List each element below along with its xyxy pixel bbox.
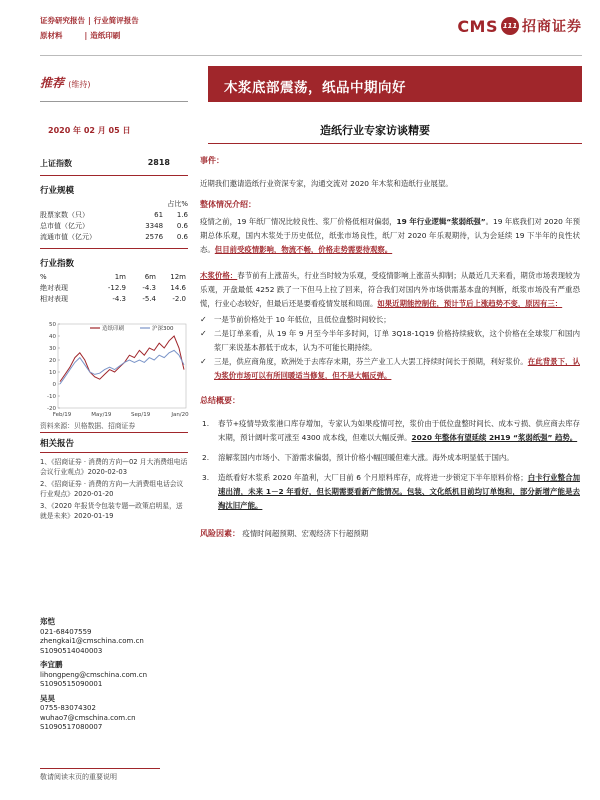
analyst-phone: 021-68407559 [40, 627, 92, 636]
item-number: 2. [202, 453, 210, 462]
report-subtitle: 造纸行业专家访谈精要 [320, 124, 430, 137]
analyst-name: 吴昊 [40, 693, 55, 703]
table-row [40, 232, 188, 243]
report-subtype: 行业简评报告 [93, 16, 139, 25]
y-tick-label: 20 [49, 358, 56, 364]
perf-heading: 行业指数 [40, 259, 75, 269]
table-row [40, 294, 188, 305]
y-tick-label: -20 [47, 406, 56, 412]
row-value: -4.3 [112, 295, 126, 303]
logo-cms-text: CMS [457, 16, 498, 36]
overview-heading: 整体情况介绍： [200, 200, 256, 209]
summary-text: 春节+疫情导致浆港口库存增加，专家认为如果疫情可控，浆价由于低位盘整时间长、成本亏损、供应商去库存末期，预计阔叶浆可涨至 4300 成本线，但难以大幅反弹。 [218, 419, 580, 442]
row-value: -12.9 [107, 284, 126, 292]
analyst-email[interactable]: lihongpeng@cmschina.com.cn [40, 670, 148, 679]
index-value: 2818 [147, 158, 170, 167]
event-heading: 事件： [200, 156, 224, 165]
risk-heading: 风险因素： [200, 529, 240, 538]
analyst-email[interactable]: wuhao7@cmschina.com.cn [40, 713, 136, 722]
y-tick-label: 10 [49, 370, 56, 376]
list-item [200, 313, 580, 327]
bullet-bold: 在此背景下，认为浆价市场可以有所回暖适当修复，但不是大幅反弹。 [214, 357, 580, 380]
overview-text: 。19 年底我们对 2020 年预期总体乐观，国内木浆处于历史低位，纸张市场良性，纸厂对 2020 年乐观期待，认为会延续 19 下半年的良性状态。 [200, 217, 581, 254]
item-number: 3. [202, 473, 210, 482]
rating-main: 推荐 [40, 76, 65, 90]
y-tick-label: 0 [52, 382, 56, 388]
related-heading: 相关报告 [40, 439, 75, 449]
report-date: 2020 年 02 月 05 日 [48, 126, 131, 135]
scale-unit: 占比% [167, 200, 188, 208]
rating [40, 74, 90, 91]
x-tick-label: Jan/20 [171, 412, 189, 418]
overview-underline: 但目前受疫情影响，物流不畅，价格走势需要待观察。 [214, 245, 393, 254]
risk-text: 疫情时间超预期、宏观经济下行超预期 [242, 529, 369, 538]
row-share: 1.6 [176, 211, 188, 219]
main-body [200, 155, 580, 541]
check-icon: ✓ [200, 329, 207, 338]
analyst-cert: S1090515090001 [40, 680, 103, 688]
analyst-cert: S1090514040003 [40, 646, 103, 655]
x-tick-label: Sep/19 [131, 412, 151, 418]
sub-sector: 造纸印刷 [90, 31, 121, 40]
list-item [200, 471, 580, 513]
sidebar-divider [40, 248, 188, 249]
chart-source: 资料来源：贝格数据、招商证券 [40, 422, 136, 430]
rating-underline [40, 101, 188, 102]
item-number: 1. [202, 419, 210, 428]
row-label: 相对表现 [40, 295, 68, 303]
overview-bold: 19 年行业逻辑“浆弱纸强” [396, 217, 486, 226]
check-icon: ✓ [200, 315, 207, 324]
sector: 原材料 [40, 31, 63, 40]
row-value: 2576 [145, 233, 164, 241]
related-reports [40, 437, 188, 523]
pulp-bold: 如果近期能控制住，预计节后上涨趋势不变，原因有三： [377, 299, 563, 308]
analyst-phone: 0755-83074302 [40, 704, 96, 712]
scale-heading: 行业规模 [40, 186, 75, 196]
row-label: 绝对表现 [40, 284, 68, 292]
subtitle-underline [208, 143, 582, 144]
logo-cn-text: 招商证券 [522, 19, 582, 35]
y-tick-label: 30 [49, 346, 56, 352]
y-tick-label: 40 [49, 334, 56, 340]
table-row [40, 210, 188, 221]
cms-logo [457, 16, 582, 36]
row-label: 股票家数（只） [40, 211, 89, 219]
perf-table [40, 272, 188, 305]
bullet-text: 一是节前价格处于 10 年低位，且低位盘整时间较长； [214, 315, 391, 324]
row-share: 0.6 [176, 233, 188, 241]
list-item [200, 451, 580, 465]
series-line-csi300 [60, 350, 184, 384]
footer-disclaimer: 敬请阅读末页的重要说明 [40, 773, 117, 781]
summary-list [200, 417, 580, 513]
event-text: 近期我们邀请造纸行业资深专家，沟通交流对 2020 年木浆和造纸行业展望。 [200, 179, 453, 188]
sidebar [40, 158, 188, 305]
report-type: 证券研究报告 [40, 16, 85, 25]
analyst-contacts [40, 617, 188, 733]
report-title: 木浆底部震荡，纸品中期向好 [208, 66, 582, 102]
summary-heading: 总结概要： [200, 396, 240, 405]
bullet-text: 二是订单来看，从 19 年 9 月至今半年多时间，订单 3Q18-1Q19 价格持续疲软，这个价格在全球浆厂和国内浆厂来说基本都低于成本，认为不可能长期持续。 [214, 329, 580, 352]
analyst-email[interactable]: zhengkai1@cmschina.com.cn [40, 637, 144, 645]
row-value: -4.3 [142, 284, 156, 292]
summary-text: 造纸看好木浆系 2020 年盈利，大厂目前 6 个月原料库存，成将进一步锁定下半年原料价格； [218, 473, 528, 482]
row-value: -2.0 [172, 295, 186, 303]
summary-text: 溶解浆国内市场小、下游需求偏弱，预计价格小幅回暖但难大涨。海外成本明显低于国内。 [218, 453, 514, 462]
overview-text: 疫情之前，19 年纸厂情况比较良性、浆厂价格低相对偏弱， [200, 217, 397, 226]
perf-col: 6m [144, 273, 156, 281]
related-report-link[interactable]: 3、《2020 年报货令包装专题—政策启明星，送就是未来》2020-01-19 [40, 502, 183, 520]
perf-col: % [40, 273, 47, 281]
check-icon: ✓ [200, 357, 207, 366]
row-label: 流通市值（亿元） [40, 233, 96, 241]
chart-frame [58, 324, 186, 408]
perf-col: 1m [114, 273, 126, 281]
pulp-heading: 木浆价格： [200, 271, 238, 280]
sidebar-divider [40, 432, 188, 433]
x-tick-label: May/19 [91, 412, 112, 418]
logo-circle-icon: 111 [501, 17, 519, 35]
pulp-paragraph [200, 269, 580, 311]
perf-col: 12m [170, 273, 186, 281]
row-value: 3348 [145, 222, 164, 230]
pulp-bullets [200, 313, 580, 383]
risk-factors [200, 527, 580, 541]
list-item [200, 355, 580, 383]
summary-bold: 2020 年整体有望延续 2H19 “浆弱纸强” 趋势。 [411, 433, 578, 442]
index-performance-chart [40, 316, 190, 418]
rating-sub: (维持) [68, 80, 91, 89]
list-item [200, 327, 580, 355]
list-item [200, 417, 580, 445]
scale-table [40, 199, 188, 243]
overview-paragraph [200, 215, 580, 257]
row-label: 总市值（亿元） [40, 222, 89, 230]
related-report-link[interactable]: 1、《招商证券 · 消费的方向—02 月大消费组电话会议行业观点》2020-02-03 [40, 458, 188, 476]
sidebar-divider [40, 452, 188, 453]
header-line-2: 原材料 | 造纸印刷 [40, 31, 121, 40]
analyst-cert: S1090517080007 [40, 723, 103, 731]
row-value: 14.6 [170, 284, 186, 292]
analyst-name: 郑恺 [40, 617, 55, 626]
index-label: 上证指数 [40, 159, 72, 168]
table-row [40, 221, 188, 232]
header-line-1: 证券研究报告 | 行业简评报告 [40, 16, 139, 25]
pulp-text: 春节前有上涨苗头，行业当时较为乐观，受疫情影响上涨苗头抑制；从最近几天来看，期货市场表现较为乐观，开盘最低 4252 跌了一下但马上拉了回来，符合我们对国内外市场供需基本盘的判断，纸浆市场没有严重恐慌，行业心态较好，但最后还是要看疫情发展和局面。 [200, 271, 580, 308]
table-row [40, 283, 188, 294]
bullet-text: 三是，供应商角度，欧洲处于去库存末期，芬兰产业工人大罢工持续时间长于预期，利好浆价。 [214, 357, 528, 366]
related-report-link[interactable]: 2、《招商证券 · 消费的方向—大消费组电话会议行业观点》2020-01-20 [40, 480, 184, 498]
x-tick-label: Feb/19 [52, 412, 72, 418]
sidebar-divider [40, 175, 188, 176]
header-divider [40, 55, 582, 56]
legend-label: 沪深300 [152, 326, 174, 332]
y-tick-label: 50 [49, 322, 56, 328]
legend-label: 造纸印刷 [102, 326, 125, 332]
summary-bold: 白卡行业整合加速出清，未来 1－2 年看好，但长期需要看新产能情况。包装、文化纸机目前均订单饱和，部分新增产能是去淘汰旧产能。 [218, 473, 580, 510]
analyst-name: 李宜鹏 [40, 660, 63, 669]
footer-divider [40, 768, 160, 769]
row-share: 0.6 [176, 222, 188, 230]
index-row [40, 158, 188, 169]
row-value: 61 [154, 211, 164, 219]
y-tick-label: -10 [47, 394, 56, 400]
row-value: -5.4 [142, 295, 156, 303]
